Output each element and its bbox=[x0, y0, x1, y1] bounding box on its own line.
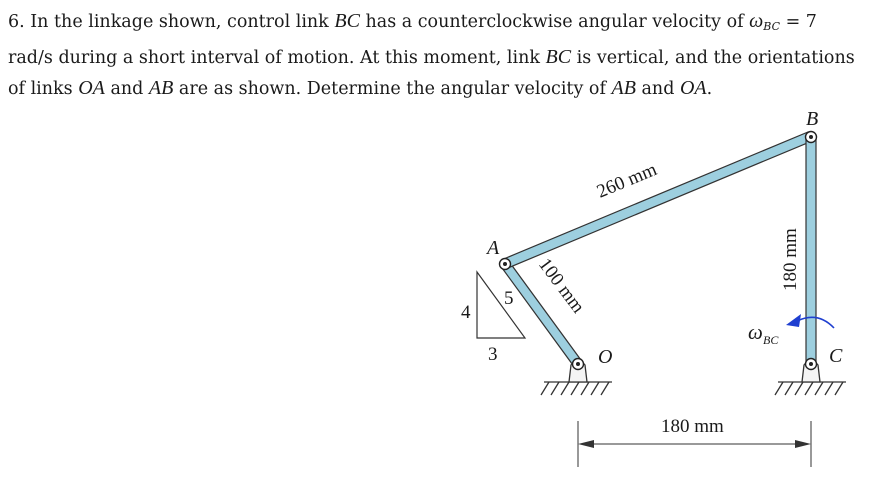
omega-bc-symbol: ω bbox=[748, 320, 763, 344]
pin-c bbox=[806, 359, 817, 370]
link-ab bbox=[504, 132, 812, 268]
link-oa-ref-2: OA bbox=[679, 77, 707, 99]
angular-velocity-arrowhead bbox=[786, 314, 801, 327]
dim-bc-length: 180 mm bbox=[780, 228, 801, 291]
link-bc bbox=[806, 137, 816, 364]
label-point-a: A bbox=[487, 237, 500, 259]
omega-subscript: BC bbox=[763, 20, 780, 33]
problem-text-6: are as shown. Determine the angular velocity of bbox=[173, 79, 612, 99]
omega-symbol: ω bbox=[749, 10, 764, 32]
problem-text-7: and bbox=[635, 79, 680, 99]
ground-support-o bbox=[541, 382, 612, 395]
problem-text-4: is vertical, and the orientations of links bbox=[8, 48, 855, 99]
problem-text-5: and bbox=[104, 79, 149, 99]
link-ab-ref-2: AB bbox=[611, 77, 636, 99]
dim-oa-length: 100 mm bbox=[534, 254, 589, 318]
ground-support-c bbox=[775, 382, 846, 395]
pin-o bbox=[573, 359, 584, 370]
problem-number: 6. bbox=[8, 12, 25, 32]
pin-b bbox=[806, 132, 817, 143]
label-point-o: O bbox=[598, 346, 613, 368]
pin-a bbox=[500, 259, 511, 270]
omega-bc-subscript: BC bbox=[763, 333, 779, 347]
label-point-b: B bbox=[806, 108, 819, 130]
problem-text-8: . bbox=[706, 79, 713, 99]
link-ab-ref: AB bbox=[148, 77, 174, 99]
label-point-c: C bbox=[829, 345, 843, 367]
problem-text-3: = 7 rad/s during a short interval of motion. At this moment, link bbox=[8, 12, 817, 68]
dim-ab-length: 260 mm bbox=[593, 159, 660, 203]
link-oa-ref: OA bbox=[78, 77, 105, 99]
slope-vertical: 4 bbox=[461, 302, 471, 323]
dim-horizontal-label: 180 mm bbox=[661, 416, 724, 437]
slope-hypotenuse: 5 bbox=[504, 288, 514, 309]
link-bc-ref: BC bbox=[334, 10, 360, 32]
slope-horizontal: 3 bbox=[488, 344, 498, 365]
link-bc-ref-2: BC bbox=[545, 46, 572, 68]
problem-text-1: In the linkage shown, control link bbox=[24, 12, 335, 32]
problem-text-2: has a counterclockwise angular velocity of bbox=[359, 12, 750, 32]
